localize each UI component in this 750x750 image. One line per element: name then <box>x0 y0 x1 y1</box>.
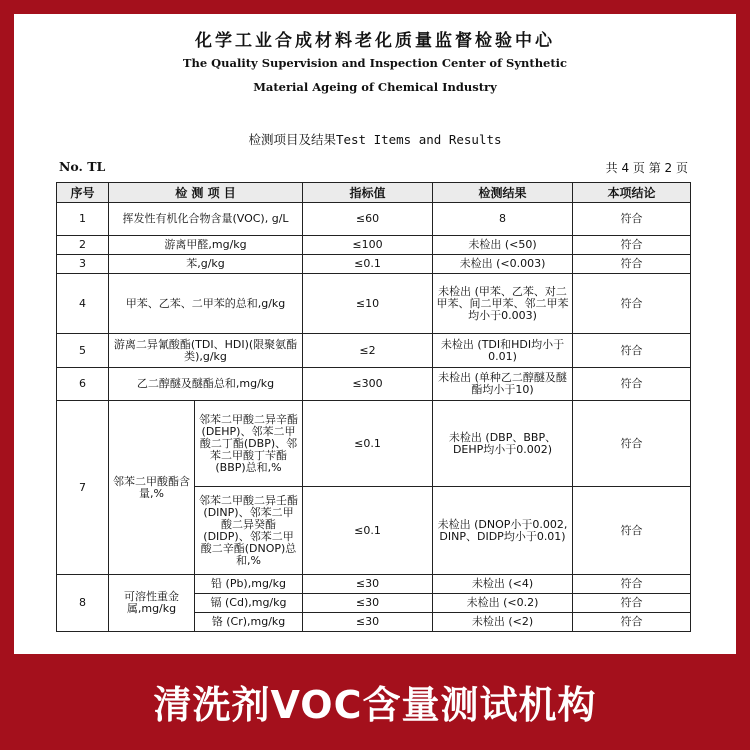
report-number: No. TL <box>59 159 106 174</box>
row-conclusion: 符合 <box>573 334 691 368</box>
row7-sub-item: 邻苯二甲酸二异壬酯(DINP)、邻苯二甲酸二异癸酯(DIDP)、邻苯二甲酸二辛酯(DNOP)总和,% <box>195 487 303 575</box>
row8-seq: 8 <box>57 575 109 632</box>
row8-group: 可溶性重金属,mg/kg <box>109 575 195 632</box>
row-seq: 4 <box>57 274 109 334</box>
page-indicator: 共 4 页 第 2 页 <box>605 161 688 175</box>
table-row <box>57 368 691 401</box>
row-conclusion: 符合 <box>573 236 691 255</box>
table-subtitle: 检测项目及结果Test Items and Results <box>248 132 502 147</box>
row-conclusion: 符合 <box>573 203 691 236</box>
row8-sub-result: 未检出 (<0.2) <box>433 594 573 613</box>
results-table <box>56 182 691 632</box>
row7-sub-limit: ≤0.1 <box>303 487 433 575</box>
row7-sub-conclusion: 符合 <box>573 401 691 487</box>
row-limit: ≤300 <box>303 368 433 401</box>
row8-sub-item: 铬 (Cr),mg/kg <box>195 613 303 632</box>
row-item: 游离甲醛,mg/kg <box>109 236 303 255</box>
row8-sub-result: 未检出 (<2) <box>433 613 573 632</box>
report-page <box>14 14 736 654</box>
row8-sub-conclusion: 符合 <box>573 594 691 613</box>
row8-sub-item: 镉 (Cd),mg/kg <box>195 594 303 613</box>
header-conclusion: 本项结论 <box>573 183 691 203</box>
row8-sub-conclusion: 符合 <box>573 575 691 594</box>
row-result: 未检出 (TDI和HDI均小于0.01) <box>433 334 573 368</box>
row7-seq: 7 <box>57 401 109 575</box>
row7-sub-result: 未检出 (DBP、BBP、DEHP均小于0.002) <box>433 401 573 487</box>
row-item: 挥发性有机化合物含量(VOC), g/L <box>109 203 303 236</box>
center-title-en-line1: The Quality Supervision and Inspection Center of Synthetic <box>182 56 568 70</box>
row-limit: ≤2 <box>303 334 433 368</box>
table-row <box>57 401 691 487</box>
row-conclusion: 符合 <box>573 368 691 401</box>
row-result: 未检出 (甲苯、乙苯、对二甲苯、间二甲苯、邻二甲苯均小于0.003) <box>433 274 573 334</box>
table-row <box>57 203 691 236</box>
row-seq: 5 <box>57 334 109 368</box>
row-item: 苯,g/kg <box>109 255 303 274</box>
row-conclusion: 符合 <box>573 274 691 334</box>
center-title-cn: 化学工业合成材料老化质量监督检验中心 <box>195 31 555 51</box>
row7-sub-conclusion: 符合 <box>573 487 691 575</box>
bottom-banner <box>0 654 750 750</box>
row-item: 甲苯、乙苯、二甲苯的总和,g/kg <box>109 274 303 334</box>
header-seq: 序号 <box>57 183 109 203</box>
row-conclusion: 符合 <box>573 255 691 274</box>
row-seq: 2 <box>57 236 109 255</box>
table-header-row <box>57 183 691 203</box>
row8-sub-result: 未检出 (<4) <box>433 575 573 594</box>
row-result: 未检出 (<0.003) <box>433 255 573 274</box>
banner-title: 清洗剂VOC含量测试机构 <box>153 683 597 727</box>
row-limit: ≤60 <box>303 203 433 236</box>
row-limit: ≤100 <box>303 236 433 255</box>
row-limit: ≤10 <box>303 274 433 334</box>
row8-sub-item: 铅 (Pb),mg/kg <box>195 575 303 594</box>
row-result: 未检出 (<50) <box>433 236 573 255</box>
center-title-en-line2: Material Ageing of Chemical Industry <box>253 80 497 94</box>
row-result: 8 <box>433 203 573 236</box>
header-result: 检测结果 <box>433 183 573 203</box>
row-result: 未检出 (单种乙二醇醚及醚酯均小于10) <box>433 368 573 401</box>
row-seq: 1 <box>57 203 109 236</box>
row7-group: 邻苯二甲酸酯含量,% <box>109 401 195 575</box>
table-row <box>57 274 691 334</box>
table-row <box>57 255 691 274</box>
row-item: 乙二醇醚及醚酯总和,mg/kg <box>109 368 303 401</box>
row7-sub-limit: ≤0.1 <box>303 401 433 487</box>
row7-sub-item: 邻苯二甲酸二异辛酯(DEHP)、邻苯二甲酸二丁酯(DBP)、邻苯二甲酸丁苄酯(BBP)总和,% <box>195 401 303 487</box>
table-row <box>57 575 691 594</box>
table-row <box>57 236 691 255</box>
row-limit: ≤0.1 <box>303 255 433 274</box>
row-item: 游离二异氰酸酯(TDI、HDI)(限聚氨酯类),g/kg <box>109 334 303 368</box>
row-seq: 3 <box>57 255 109 274</box>
table-row <box>57 334 691 368</box>
row8-sub-limit: ≤30 <box>303 613 433 632</box>
row8-sub-limit: ≤30 <box>303 594 433 613</box>
row-seq: 6 <box>57 368 109 401</box>
row8-sub-limit: ≤30 <box>303 575 433 594</box>
row7-sub-result: 未检出 (DNOP小于0.002, DINP、DIDP均小于0.01) <box>433 487 573 575</box>
header-limit: 指标值 <box>303 183 433 203</box>
header-item: 检 测 项 目 <box>109 183 303 203</box>
row8-sub-conclusion: 符合 <box>573 613 691 632</box>
